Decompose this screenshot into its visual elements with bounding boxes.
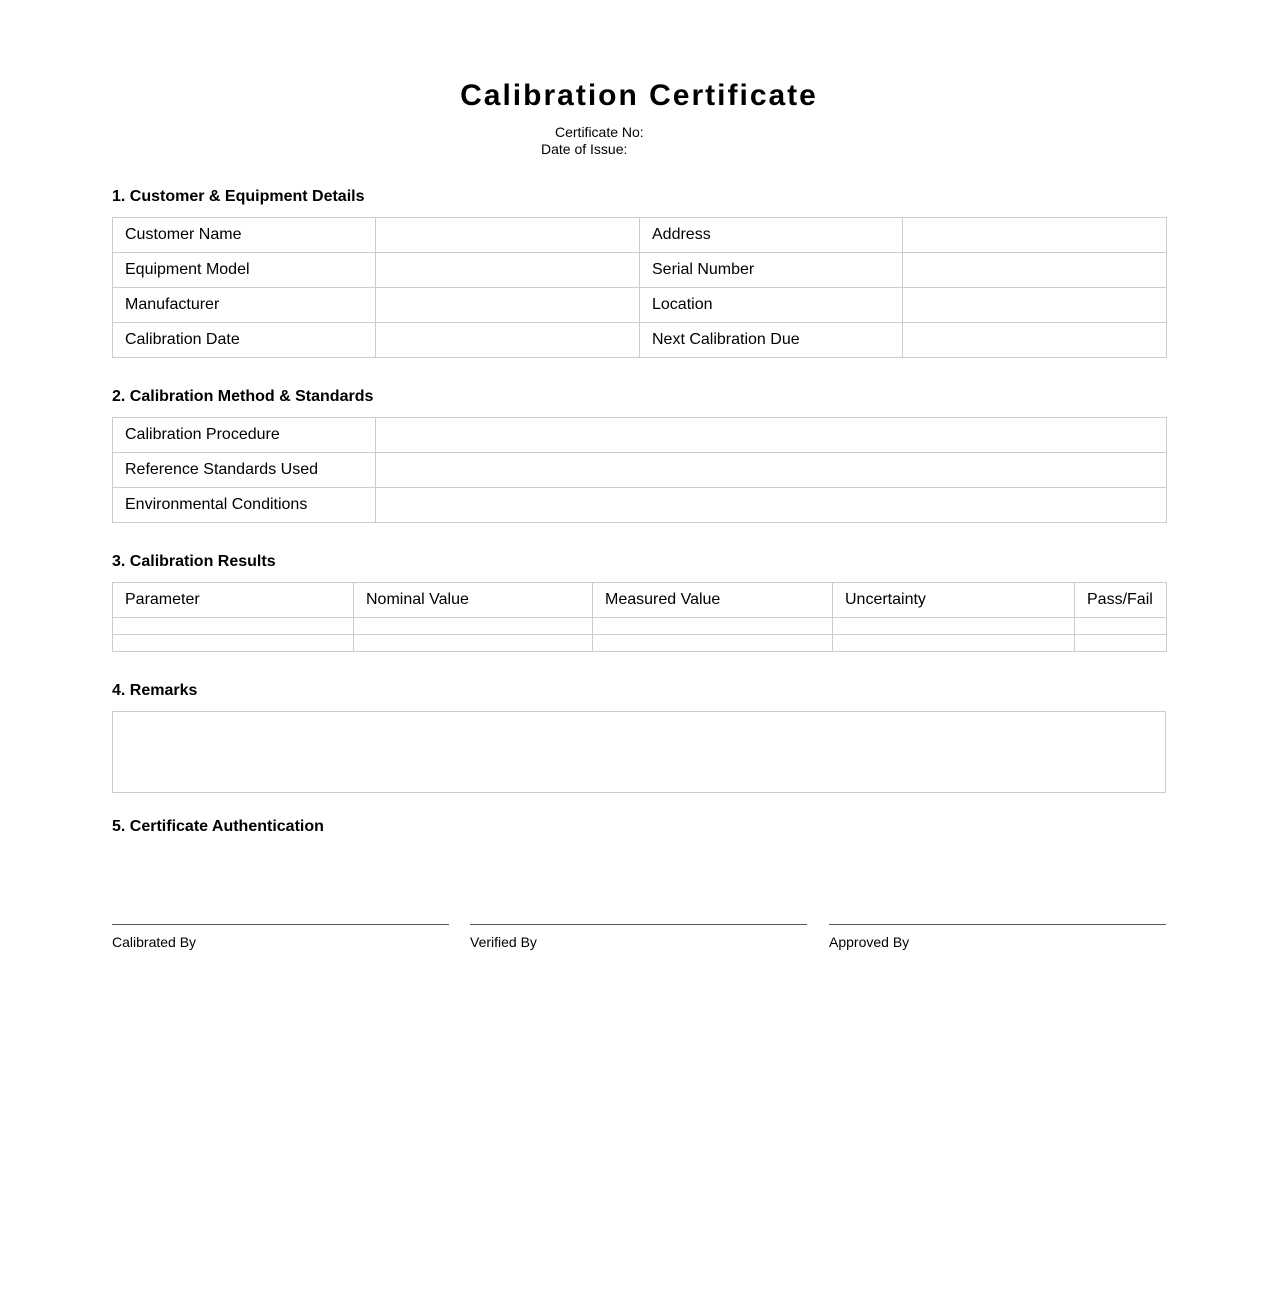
signature-approved-by — [829, 924, 1166, 951]
table-row — [113, 618, 1167, 635]
field-label: Serial Number — [640, 253, 903, 288]
column-header-measured-value: Measured Value — [593, 583, 833, 618]
page-title: Calibration Certificate — [460, 79, 818, 112]
equipment-model-field[interactable] — [376, 253, 640, 288]
section-heading-customer-equipment: 1. Customer & Equipment Details — [112, 188, 365, 205]
table-row — [113, 253, 1167, 288]
column-header-uncertainty: Uncertainty — [833, 583, 1075, 618]
field-label: Manufacturer — [113, 288, 376, 323]
field-label: Location — [640, 288, 903, 323]
uncertainty-cell[interactable] — [833, 618, 1075, 635]
column-header-nominal-value: Nominal Value — [354, 583, 593, 618]
method-standards-table — [112, 417, 1167, 523]
customer-equipment-table — [112, 217, 1167, 358]
parameter-cell[interactable] — [113, 618, 354, 635]
serial-number-field[interactable] — [903, 253, 1167, 288]
table-row — [113, 288, 1167, 323]
calibration-date-field[interactable] — [376, 323, 640, 358]
table-row — [113, 418, 1167, 453]
parameter-cell[interactable] — [113, 635, 354, 652]
pass-fail-cell[interactable] — [1075, 635, 1167, 652]
section-heading-results: 3. Calibration Results — [112, 553, 276, 570]
measured-value-cell[interactable] — [593, 635, 833, 652]
signature-verified-by — [470, 924, 807, 951]
measured-value-cell[interactable] — [593, 618, 833, 635]
signature-line[interactable] — [112, 924, 449, 925]
field-label: Environmental Conditions — [113, 488, 376, 523]
section-heading-remarks: 4. Remarks — [112, 682, 198, 699]
table-row — [113, 635, 1167, 652]
field-label: Address — [640, 218, 903, 253]
column-header-parameter: Parameter — [113, 583, 354, 618]
section-heading-authentication: 5. Certificate Authentication — [112, 818, 324, 835]
field-label: Reference Standards Used — [113, 453, 376, 488]
table-row — [113, 323, 1167, 358]
table-row — [113, 488, 1167, 523]
location-field[interactable] — [903, 288, 1167, 323]
field-label: Calibration Procedure — [113, 418, 376, 453]
address-field[interactable] — [903, 218, 1167, 253]
field-label: Next Calibration Due — [640, 323, 903, 358]
reference-standards-field[interactable] — [376, 453, 1167, 488]
manufacturer-field[interactable] — [376, 288, 640, 323]
signature-line[interactable] — [829, 924, 1166, 925]
column-header-pass-fail: Pass/Fail — [1075, 583, 1167, 618]
calibration-procedure-field[interactable] — [376, 418, 1167, 453]
table-header-row — [113, 583, 1167, 618]
signature-calibrated-by — [112, 924, 449, 951]
signature-label: Verified By — [470, 934, 537, 950]
field-label: Calibration Date — [113, 323, 376, 358]
table-row — [113, 218, 1167, 253]
date-of-issue — [541, 141, 627, 158]
signature-label: Approved By — [829, 934, 910, 950]
signature-line[interactable] — [470, 924, 807, 925]
date-of-issue-label: Date of Issue: — [541, 141, 628, 157]
certificate-no-label: Certificate No: — [555, 124, 644, 140]
remarks-field[interactable] — [112, 711, 1166, 793]
nominal-value-cell[interactable] — [354, 618, 593, 635]
pass-fail-cell[interactable] — [1075, 618, 1167, 635]
certificate-no — [555, 124, 644, 141]
field-label: Customer Name — [113, 218, 376, 253]
signature-label: Calibrated By — [112, 934, 197, 950]
next-calibration-due-field[interactable] — [903, 323, 1167, 358]
table-row — [113, 453, 1167, 488]
calibration-results-table — [112, 582, 1167, 652]
field-label: Equipment Model — [113, 253, 376, 288]
nominal-value-cell[interactable] — [354, 635, 593, 652]
environmental-conditions-field[interactable] — [376, 488, 1167, 523]
uncertainty-cell[interactable] — [833, 635, 1075, 652]
section-heading-method-standards: 2. Calibration Method & Standards — [112, 388, 374, 405]
customer-name-field[interactable] — [376, 218, 640, 253]
